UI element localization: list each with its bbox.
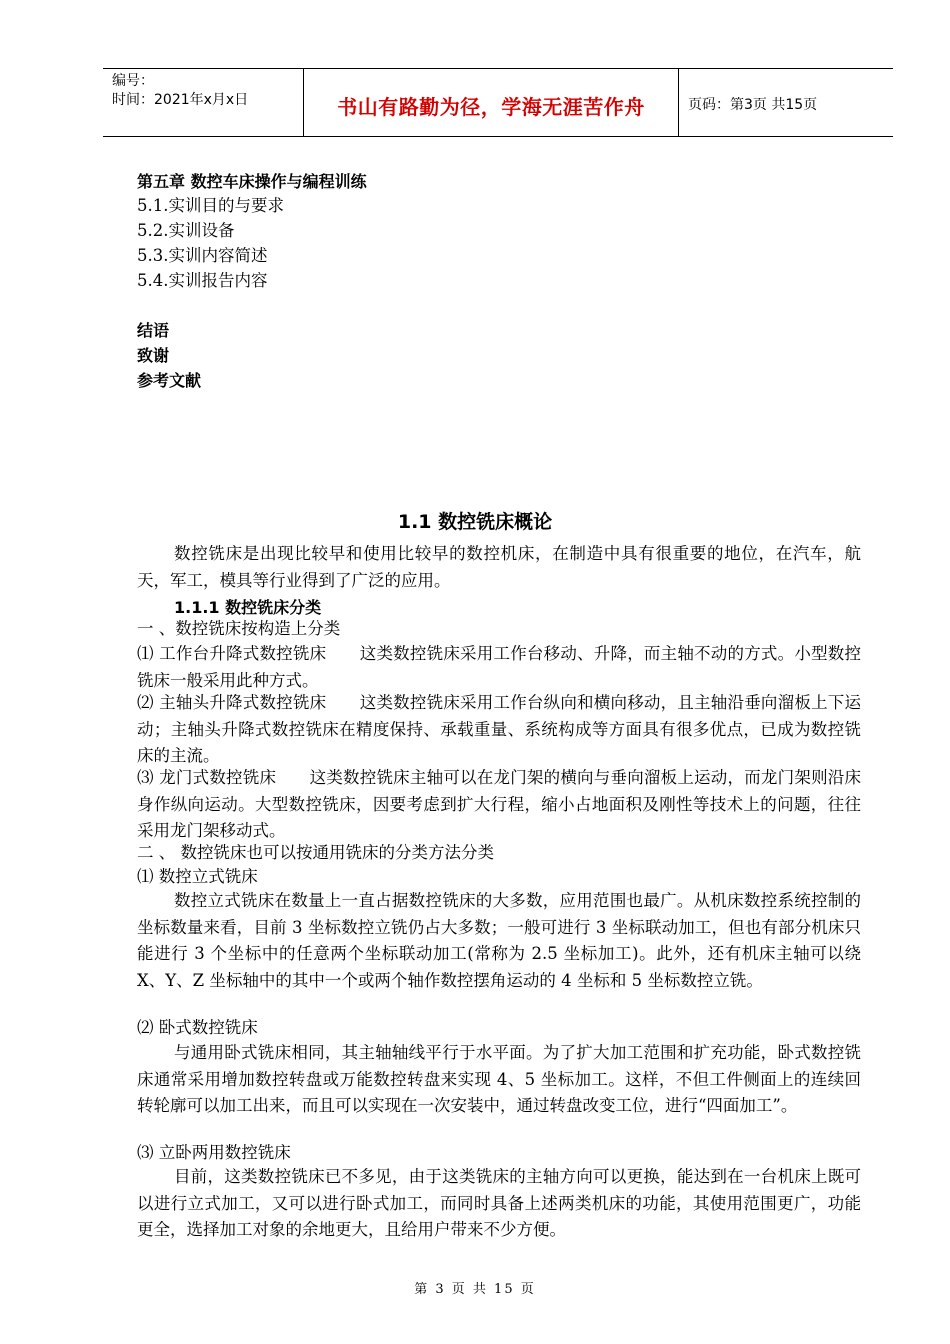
page-footer: 第 3 页 共 15 页 bbox=[414, 1282, 536, 1297]
section-intro: 数控铣床是出现比较早和使用比较早的数控机床，在制造中具有很重要的地位，在汽车，航天，军工，模具等行业得到了广泛的应用。 bbox=[137, 544, 861, 590]
vertical-mill-text: 数控立式铣床在数量上一直占据数控铣床的大多数，应用范围也最广。从机床数控系统控制的坐标数量来看，目前 3 坐标数控立铣仍占大多数；一般可进行 3 坐标联动加工，但也有部分机床只能进行 3 个坐标中的任意两个坐标联动加工(常称为 2.5 坐标加工)。此外，还有机床主轴可以绕 X、Y、Z 坐标轴中的其中一个或两个轴作数控摆角运动的 4 坐标和 5 坐标数控立铣。 bbox=[137, 891, 861, 990]
classification-1-item-1: ⑴ 工作台升降式数控铣床 这类数控铣床采用工作台移动、升降，而主轴不动的方式。小型数控铣床一般采用此种方式。 bbox=[137, 644, 861, 690]
toc-thanks: 致谢 bbox=[137, 346, 170, 365]
dual-mill-text: 目前，这类数控铣床已不多见，由于这类铣床的主轴方向可以更换，能达到在一台机床上既可以进行立式加工，又可以进行卧式加工，而同时具备上述两类机床的功能，其使用范围更广，功能更全，选择加工对象的余地更大，且给用户带来不少方便。 bbox=[137, 1167, 861, 1239]
horizontal-mill-title: ⑵ 卧式数控铣床 bbox=[137, 1018, 258, 1037]
toc-references: 参考文献 bbox=[137, 371, 202, 390]
toc-item: 5.3.实训内容简述 bbox=[137, 246, 268, 265]
classification-1-item-2: ⑵ 主轴头升降式数控铣床 这类数控铣床采用工作台纵向和横向移动，且主轴沿垂向溜板上下运动；主轴头升降式数控铣床在精度保持、承载重量、系统构成等方面具有很多优点，已成为数控铣床的主流。 bbox=[137, 693, 861, 765]
subsection-title: 1.1.1 数控铣床分类 bbox=[174, 598, 322, 617]
toc-chapter-5: 第五章 数控车床操作与编程训练 bbox=[137, 172, 367, 191]
vertical-mill-title: ⑴ 数控立式铣床 bbox=[137, 867, 258, 886]
dual-mill-title: ⑶ 立卧两用数控铣床 bbox=[137, 1143, 291, 1162]
classification-1-item-3: ⑶ 龙门式数控铣床 这类数控铣床主轴可以在龙门架的横向与垂向溜板上运动，而龙门架则沿床身作纵向运动。大型数控铣床，因要考虑到扩大行程，缩小占地面积及刚性等技术上的问题，往往采用龙门架移动式。 bbox=[137, 768, 861, 840]
toc-conclusion: 结语 bbox=[137, 321, 170, 340]
header-page-cell bbox=[679, 69, 893, 136]
header-page-code: 页码：第3页 共15页 bbox=[688, 97, 818, 113]
page-header bbox=[103, 68, 893, 137]
classification-2-title: 二 、 数控铣床也可以按通用铣床的分类方法分类 bbox=[137, 843, 494, 862]
document-number-label: 编号： bbox=[112, 73, 154, 89]
horizontal-mill-text: 与通用卧式铣床相同，其主轴轴线平行于水平面。为了扩大加工范围和扩充功能，卧式数控铣床通常采用增加数控转盘或万能数控转盘来实现 4、5 坐标加工。这样，不但工件侧面上的连续回转轮廓可以加工出来，而且可以实现在一次安装中，通过转盘改变工位，进行“四面加工”。 bbox=[137, 1043, 861, 1115]
header-motto: 书山有路勤为径，学海无涯苦作舟 bbox=[337, 95, 645, 119]
section-title: 1.1 数控铣床概论 bbox=[397, 511, 553, 533]
toc-item: 5.1.实训目的与要求 bbox=[137, 196, 284, 215]
toc-item: 5.4.实训报告内容 bbox=[137, 271, 268, 290]
document-date: 时间：2021年x月x日 bbox=[112, 92, 249, 108]
header-info-cell bbox=[103, 69, 304, 136]
toc-item: 5.2.实训设备 bbox=[137, 221, 235, 240]
header-motto-cell bbox=[304, 69, 679, 136]
classification-1-title: 一 、数控铣床按构造上分类 bbox=[137, 619, 341, 638]
